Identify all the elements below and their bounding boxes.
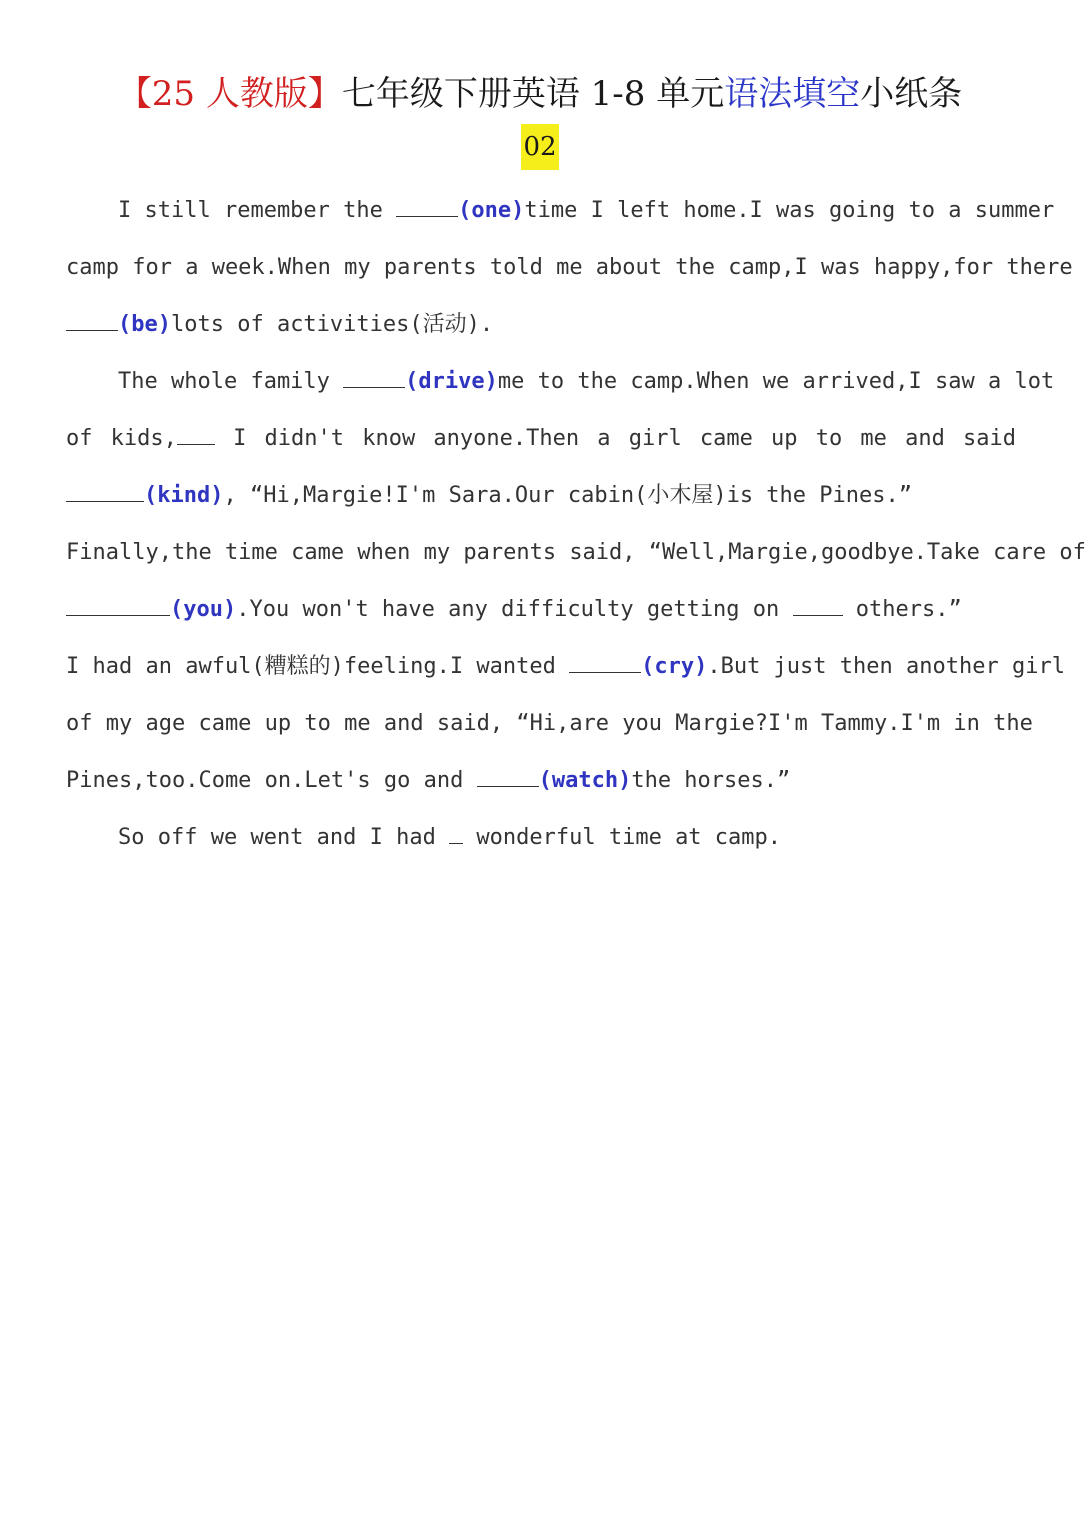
- page-number-badge: 02: [521, 124, 558, 170]
- answer-blank: [177, 424, 215, 445]
- answer-blank: [449, 823, 463, 844]
- word-hint: (one): [458, 198, 525, 223]
- line-text: lots of activities(活动).: [170, 312, 494, 337]
- passage-line-3: [66, 296, 1016, 353]
- passage-line-7: [66, 524, 1086, 581]
- answer-blank: [477, 766, 539, 787]
- title-suffix: 小纸条: [860, 74, 963, 114]
- passage-line-10: [66, 695, 1033, 752]
- word-hint: (drive): [405, 369, 498, 394]
- line-text: I still remember the: [118, 198, 397, 223]
- answer-blank: [396, 196, 458, 217]
- passage-line-9: [66, 638, 1065, 695]
- word-hint: (you): [170, 597, 237, 622]
- line-text: the horses.”: [631, 768, 791, 793]
- passage-line-1: [66, 182, 1055, 239]
- line-text: camp for a week.When my parents told me about the camp,I was happy,for there: [66, 255, 1073, 280]
- subtitle-row: [0, 124, 1080, 170]
- passage-line-2: [66, 239, 1073, 296]
- line-text: So off we went and I had: [118, 825, 450, 850]
- line-text: , “Hi,Margie!I'm Sara.Our cabin(小木屋)is the Pines.”: [223, 483, 913, 508]
- word-hint: (be): [118, 312, 171, 337]
- passage-line-12: [66, 809, 1016, 866]
- line-text: of my age came up to me and said, “Hi,are you Margie?I'm Tammy.I'm in the: [66, 711, 1033, 736]
- page-title: [0, 72, 1080, 116]
- line-text: I had an awful(糟糕的)feeling.I wanted: [66, 654, 570, 679]
- cloze-passage: [66, 182, 1086, 866]
- line-text: .But just then another girl: [707, 654, 1065, 679]
- line-text: The whole family: [118, 369, 344, 394]
- line-text: me to the camp.When we arrived,I saw a lot: [497, 369, 1055, 394]
- answer-blank: [66, 481, 144, 502]
- line-text: .You won't have any difficulty getting on: [236, 597, 793, 622]
- answer-blank: [569, 652, 641, 673]
- answer-blank: [793, 595, 843, 616]
- line-text: Finally,the time came when my parents said, “Well,Margie,goodbye.Take care of: [66, 540, 1086, 565]
- line-text: Pines,too.Come on.Let's go and: [66, 768, 477, 793]
- line-text: wonderful time at camp.: [463, 825, 782, 850]
- answer-blank: [66, 310, 118, 331]
- line-text: of kids,: [66, 426, 177, 451]
- passage-line-4: [66, 353, 1055, 410]
- word-hint: (kind): [144, 483, 224, 508]
- word-hint: (cry): [641, 654, 708, 679]
- title-edition: 【25 人教版】: [117, 74, 342, 114]
- passage-line-6: [66, 467, 1016, 524]
- line-text: time I left home.I was going to a summer: [524, 198, 1055, 223]
- line-text: others.”: [842, 597, 962, 622]
- passage-line-11: [66, 752, 1016, 809]
- passage-line-5: [66, 410, 1016, 467]
- passage-line-8: [66, 581, 1016, 638]
- answer-blank: [66, 595, 170, 616]
- title-topic: 语法填空: [724, 74, 861, 114]
- word-hint: (watch): [538, 768, 632, 793]
- answer-blank: [343, 367, 405, 388]
- title-course: 七年级下册英语 1-8 单元: [341, 74, 725, 114]
- line-text: I didn't know anyone.Then a girl came up to me and said: [214, 426, 1016, 451]
